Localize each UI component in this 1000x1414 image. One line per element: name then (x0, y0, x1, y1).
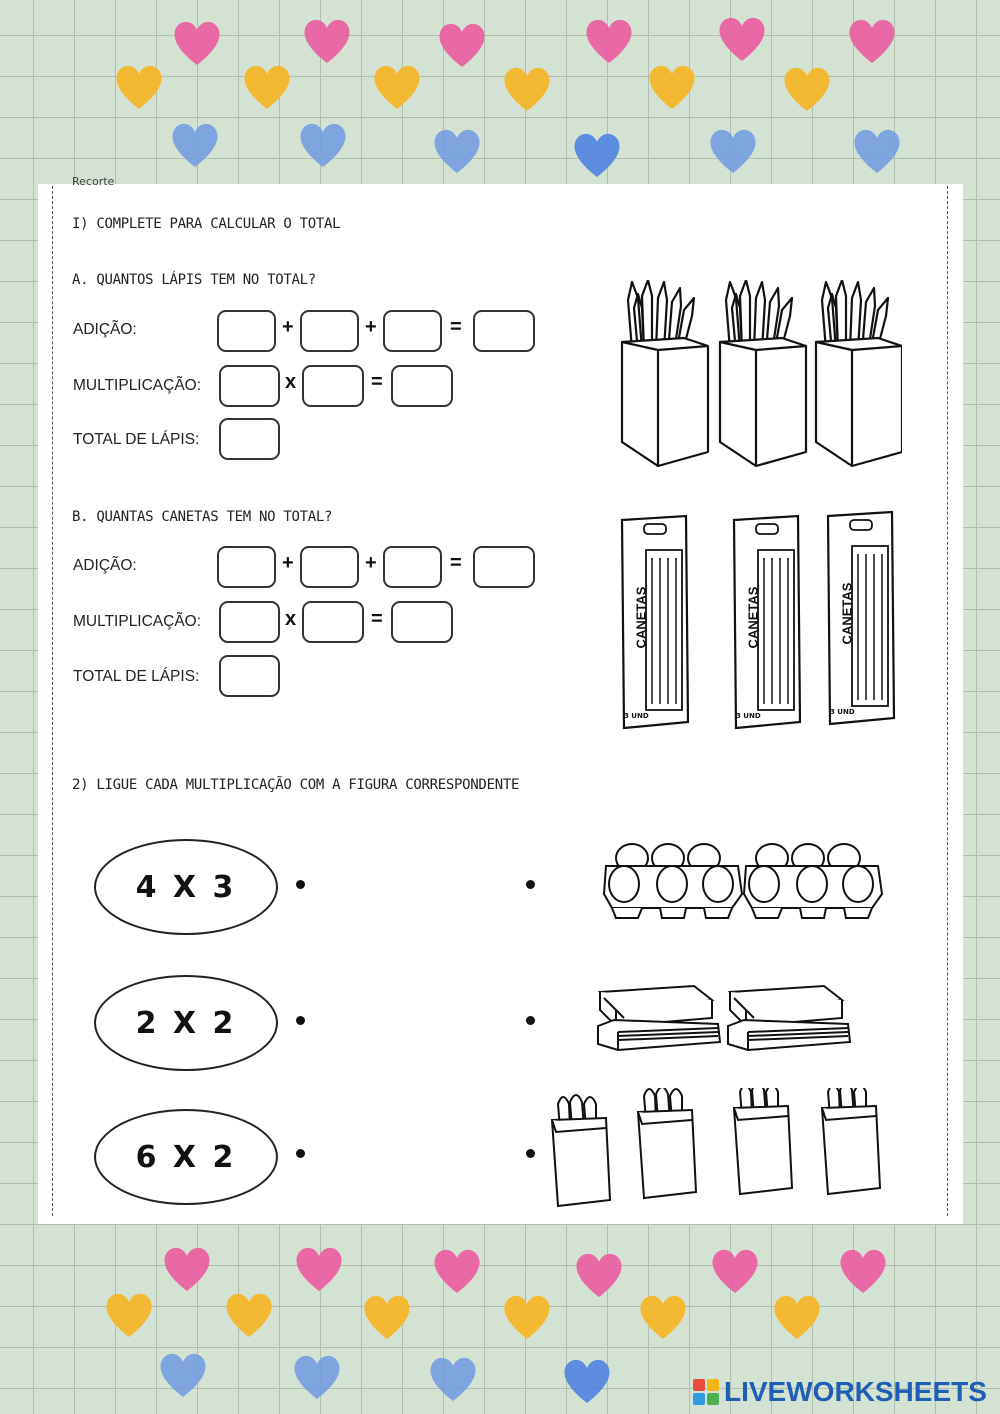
heart-icon (500, 1292, 554, 1342)
plus-sign: + (282, 552, 294, 574)
egg-icon (657, 866, 687, 902)
pen-pack-label: CANETAS (633, 586, 649, 649)
times-sign: x (285, 371, 297, 393)
match-dot-left-1[interactable] (296, 880, 305, 889)
match-dot-right-2[interactable] (526, 1016, 535, 1025)
pen-pack-units: 3 UND (830, 708, 855, 716)
heart-icon (500, 64, 554, 114)
heart-icon (560, 1356, 614, 1406)
heart-icon (706, 126, 760, 176)
partA-mult-box-2[interactable] (302, 365, 364, 407)
partA-total-label: TOTAL DE LÁPIS: (73, 431, 200, 448)
partB-total-box[interactable] (219, 655, 280, 697)
pen-pack-icon (820, 510, 900, 728)
partA-mult-box-1[interactable] (219, 365, 280, 407)
partA-mult-result-box[interactable] (391, 365, 453, 407)
egg-cartons-image (602, 836, 884, 926)
heart-icon (636, 1292, 690, 1342)
heart-icon (112, 62, 166, 112)
heart-icon (850, 126, 904, 176)
heart-icon (292, 1244, 346, 1294)
heart-icon (300, 16, 354, 66)
heart-icon (836, 1246, 890, 1296)
pencil-cups-image (612, 280, 902, 470)
partA-addition-label: ADIÇÃO: (73, 321, 137, 338)
egg-icon (609, 866, 639, 902)
equals-sign: = (450, 316, 462, 338)
heart-icon (370, 62, 424, 112)
expression-oval-2: 2 X 2 (94, 975, 278, 1071)
liveworksheets-brand[interactable] (692, 1376, 987, 1408)
heart-icon (435, 20, 489, 70)
pen-pack-label: CANETAS (839, 582, 855, 645)
partB-add-box-3[interactable] (383, 546, 442, 588)
equals-sign: = (450, 552, 462, 574)
heart-icon (770, 1292, 824, 1342)
plus-sign: + (365, 552, 377, 574)
heart-icon (168, 120, 222, 170)
times-sign: x (285, 608, 297, 630)
heart-icon (290, 1352, 344, 1402)
plus-sign: + (365, 316, 377, 338)
heart-icon (240, 62, 294, 112)
pen-pack-icon (614, 514, 694, 732)
heart-icon (296, 120, 350, 170)
partB-total-label: TOTAL DE LÁPIS: (73, 668, 200, 685)
section1-title: I) COMPLETE PARA CALCULAR O TOTAL (72, 216, 341, 232)
heart-icon (430, 1246, 484, 1296)
expression-oval-3: 6 X 2 (94, 1109, 278, 1205)
heart-icon (708, 1246, 762, 1296)
partB-addition-label: ADIÇÃO: (73, 557, 137, 574)
heart-icon (156, 1350, 210, 1400)
partA-add-box-1[interactable] (217, 310, 276, 352)
partB-mult-box-1[interactable] (219, 601, 280, 643)
bread-bags-image (548, 1088, 896, 1216)
liveworksheets-logo-icon (692, 1378, 720, 1406)
brand-text: LIVEWORKSHEETS (724, 1376, 987, 1407)
partB-question: B. QUANTAS CANETAS TEM NO TOTAL? (72, 509, 333, 525)
partB-add-box-2[interactable] (300, 546, 359, 588)
heart-icon (780, 64, 834, 114)
heart-icon (570, 130, 624, 180)
book-stacks-image (594, 984, 854, 1060)
heart-icon (645, 62, 699, 112)
match-dot-right-3[interactable] (526, 1149, 535, 1158)
plus-sign: + (282, 316, 294, 338)
partA-total-box[interactable] (219, 418, 280, 460)
pen-pack-label: CANETAS (745, 586, 761, 649)
heart-icon (102, 1290, 156, 1340)
partA-add-result-box[interactable] (473, 310, 535, 352)
pen-packs-image (614, 514, 904, 734)
heart-icon (715, 14, 769, 64)
partA-add-box-2[interactable] (300, 310, 359, 352)
equals-sign: = (371, 371, 383, 393)
heart-icon (222, 1290, 276, 1340)
pen-pack-units: 3 UND (736, 712, 761, 720)
section2-title: 2) LIGUE CADA MULTIPLICAÇÃO COM A FIGURA CORRESPONDENTE (72, 777, 520, 793)
partB-mult-box-2[interactable] (302, 601, 364, 643)
heart-icon (360, 1292, 414, 1342)
partA-multiplication-label: MULTIPLICAÇÃO: (73, 377, 202, 394)
heart-icon (845, 16, 899, 66)
heart-icon (572, 1250, 626, 1300)
heart-icon (582, 16, 636, 66)
partA-question: A. QUANTOS LÁPIS TEM NO TOTAL? (72, 272, 316, 288)
cut-label: Recorte (72, 175, 115, 188)
heart-icon (170, 18, 224, 68)
heart-icon (430, 126, 484, 176)
pen-pack-icon (726, 514, 806, 732)
match-dot-left-3[interactable] (296, 1149, 305, 1158)
heart-icon (160, 1244, 214, 1294)
partB-multiplication-label: MULTIPLICAÇÃO: (73, 613, 202, 630)
expression-oval-1: 4 X 3 (94, 839, 278, 935)
egg-icon (703, 866, 733, 902)
partB-mult-result-box[interactable] (391, 601, 453, 643)
pen-pack-units: 3 UND (624, 712, 649, 720)
equals-sign: = (371, 608, 383, 630)
partB-add-box-1[interactable] (217, 546, 276, 588)
heart-icon (426, 1354, 480, 1404)
partA-add-box-3[interactable] (383, 310, 442, 352)
match-dot-right-1[interactable] (526, 880, 535, 889)
match-dot-left-2[interactable] (296, 1016, 305, 1025)
partB-add-result-box[interactable] (473, 546, 535, 588)
